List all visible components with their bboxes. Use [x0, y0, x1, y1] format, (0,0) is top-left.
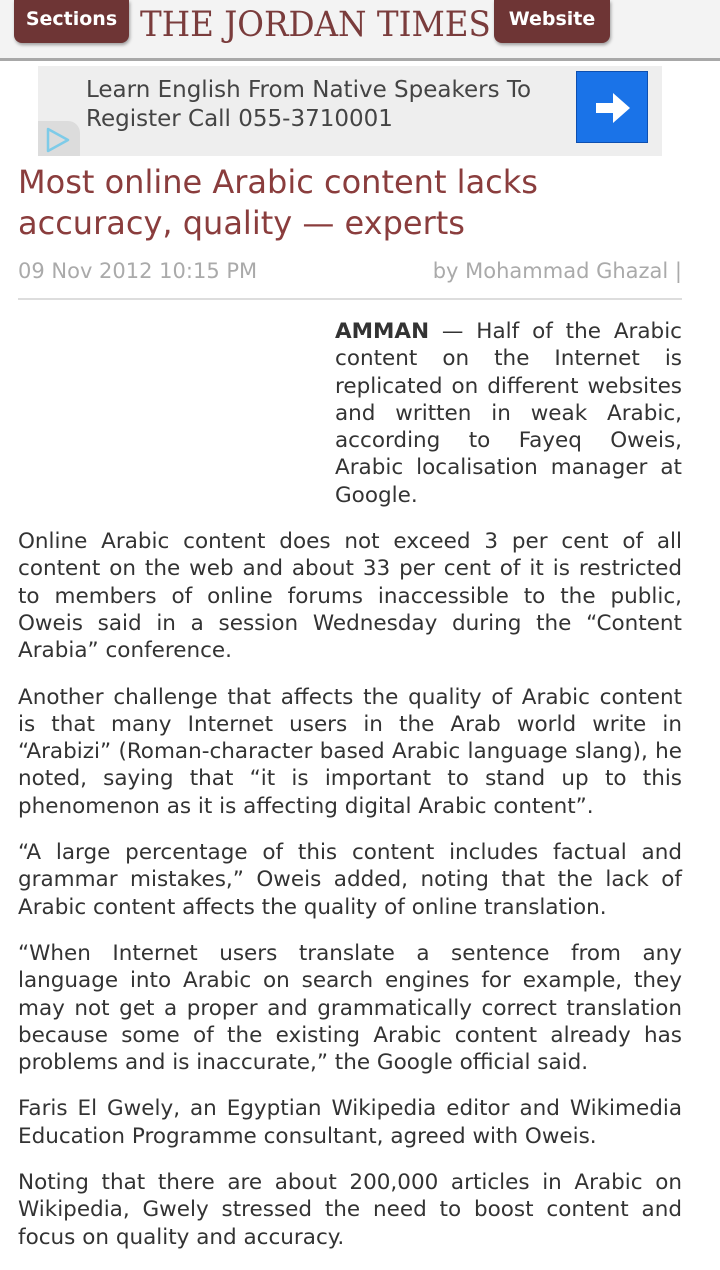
- website-button[interactable]: Website: [494, 0, 610, 43]
- play-triangle-icon[interactable]: [38, 121, 80, 156]
- ad-text[interactable]: Learn English From Native Speakers To Register Call 055-3710001: [86, 77, 532, 132]
- article-paragraph: “When Internet users translate a sentence from any language into Arabic on search engines for example, they may not get a proper and grammatically correct translation because some of the existing Arabic content already has problems and is inaccurate,” the Google official said.: [18, 940, 682, 1076]
- article-title: Most online Arabic content lacks accuracy, quality — experts: [18, 163, 538, 242]
- arrow-right-icon[interactable]: [576, 71, 648, 143]
- ad-banner[interactable]: [38, 66, 662, 156]
- sections-button[interactable]: Sections: [14, 0, 129, 43]
- site-logo[interactable]: THE JORDAN TIMES: [140, 5, 491, 45]
- image-placeholder: [18, 318, 335, 523]
- article-paragraph: Online Arabic content does not exceed 3 per cent of all content on the web and about 33 per cent of it is restricted to members of online forums inaccessible to the public, Oweis said in a session Wednesday during the “Content Arabia” conference.: [18, 529, 682, 664]
- article-paragraph: “A large percentage of this content includes factual and grammar mistakes,” Oweis added, noting that the lack of Arabic content affects the quality of online translation.: [18, 840, 682, 920]
- article-body: [18, 318, 682, 1270]
- article-dateline: AMMAN: [335, 319, 430, 344]
- site-header: [0, 0, 720, 61]
- article-meta: [18, 256, 682, 286]
- article-date: 09 Nov 2012 10:15 PM: [18, 259, 258, 283]
- divider: [18, 298, 682, 300]
- article-lead: — Half of the Arabic content on the Internet is replicated on different websites and written in weak Arabic, according to Fayeq Oweis, Arabic localisation manager at Google.: [335, 319, 682, 508]
- article-paragraph: Noting that there are about 200,000 articles in Arabic on Wikipedia, Gwely stressed the need to boost content and focus on quality and accuracy.: [18, 1170, 682, 1250]
- article-paragraph: Another challenge that affects the quality of Arabic content is that many Internet users in the Arab world write in “Arabizi” (Roman-character based Arabic language slang), he noted, saying that “it is important to stand up to this phenomenon as it is affecting digital Arabic content”.: [18, 684, 682, 819]
- article-byline[interactable]: by Mohammad Ghazal |: [432, 259, 682, 283]
- article-paragraph: Faris El Gwely, an Egyptian Wikipedia editor and Wikimedia Education Programme consultant, agreed with Oweis.: [18, 1096, 682, 1149]
